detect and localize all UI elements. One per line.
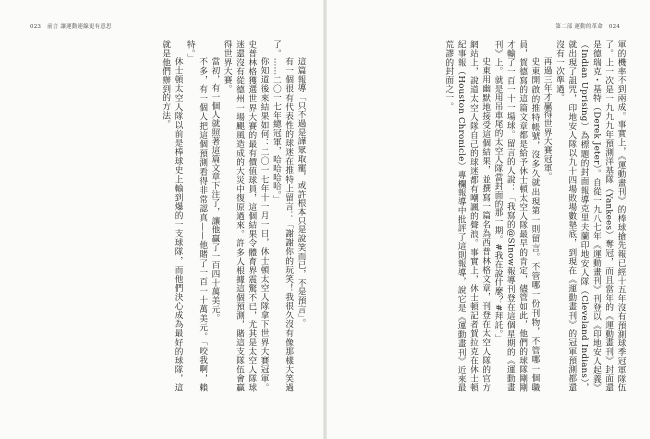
right-page [325,0,650,439]
paragraph: 休士頓太空人隊以前是棒球史上輸到爆的一支球隊，而他們決心成為最好的球隊，這就是他們辦到的方法。 [160,40,184,392]
right-body-text [343,40,627,392]
paragraph: 不多，有一個人把這個預測看得非常認真——他賭了一百一十萬美元。「咬我啊，賴特。」 [185,40,208,392]
paragraph: 軍的機率不到兩成。事實上，《運動畫刊》的棒球搶先報已經十五年沒有預測球季冠軍隊伍了。上一次是一九九九年預測洋基隊（Yankees）奪冠，而且當年的《運動畫刊》封面還是德瑞克・基特（Derek Jeter）。自從一九八七年《運動畫刊》刊登以《印地安人起義》（Indian Uprising）為標題的封面報導克里夫蘭印地安人隊（Cleveland Indians），就出現了詛咒，印地安人隊以九十四場敗場數墊底，到現在《運動畫刊》的冠軍預測都還沒有一次準過。 [554,40,626,392]
paragraph: 這篇報導「只不過是譁眾取寵，或許根本只是說笑而已，不是預言」。 [296,57,306,328]
paragraph: 當初，有一個人就照著這篇文章下注了，讓他贏了一百四十萬美元。 [209,57,220,323]
right-page-header [555,22,624,30]
paragraph: 再過三年才贏得世界大賽冠軍。 [542,57,553,182]
paragraph: 你知道後來結果如何：二〇一七年十一月一日，休士頓太空人隊拿下世界大賽冠軍。史普林格獲選世界大賽的最有價值球員，這個結果令體育界震驚不已，尤其是太空人隊球迷還沒有從德州一場颶風造成的大災中復原過來。許多人根據這個預測，賭這支隊伍會贏得世界大賽。 [222,40,270,392]
left-running-title: 前言 讓運動連線更有意思 [47,24,112,30]
paragraph: 史東開啟的推特帳號，沒多久就出現第一則留言。不管哪一份刊物，不管哪一個職員，賀德寫的這篇文章都是給予休士頓太空人隊最早的肯定，儘管如此，他們的球隊剛剛才輸了一百一十一場球。留言的人說：「我寫的@SInow報導刊登在這個星期的《運動畫刊》上。就是用吊車尾的太空人隊當封面的那一期。#我在說什麼？#拜託。」 [493,40,540,392]
left-body-text [22,40,307,392]
left-page-number: 023 [30,24,42,30]
paragraph: 有一個很有代表性的球迷在推特上留言：「謝謝你的玩笑！我很久沒有像那樣大笑過了。……二〇一七年總冠軍，哈哈哈哈。」 [271,40,294,392]
left-page-header [26,22,112,30]
right-page-number: 024 [608,24,620,30]
right-running-title: 第二部 運動的革命 [555,24,603,30]
paragraph: 史東用幽默地接受這個結果，並撰寫一篇名為西普林格文章，刊登在太空人隊的官方網站上，說道太空人隊自己的球迷都有嘲諷的聲浪。事實上，休士頓記者賀拉克在休士頓紀事報（Houston Chronicle）專欄報導中批評了這則報導，說它是《運動畫刊》近來最荒謬的封面之一。 [443,40,491,392]
